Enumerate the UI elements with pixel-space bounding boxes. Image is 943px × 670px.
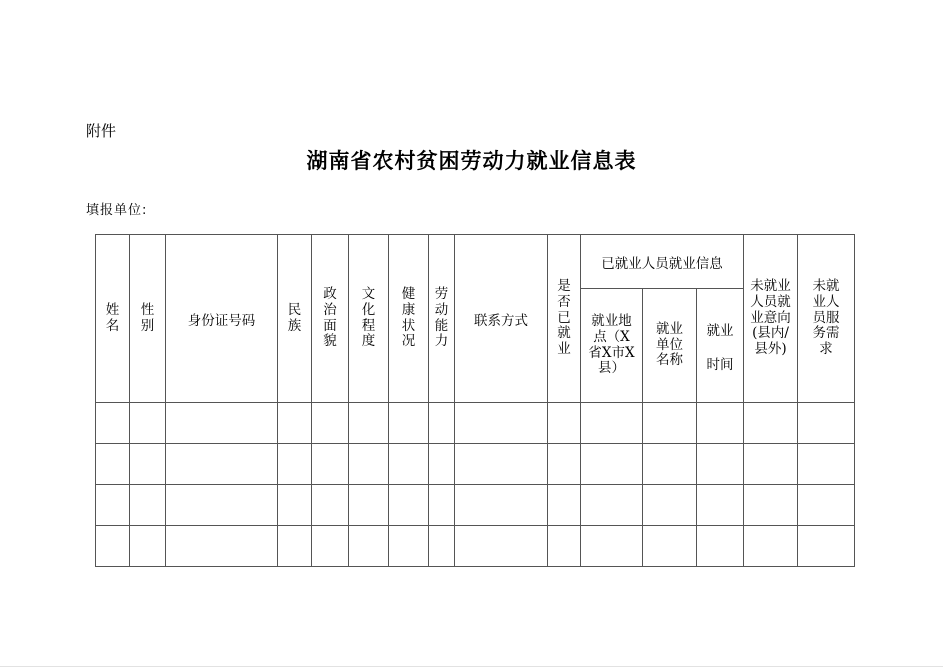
header-id-number: 身份证号码 (166, 235, 278, 403)
header-employed-info: 已就业人员就业信息 (581, 235, 744, 289)
header-ethnicity: 民族 (278, 235, 312, 403)
header-row-top (96, 235, 855, 289)
attachment-label: 附件 (86, 122, 117, 140)
header-needs: 未就业人员服务需求 (798, 235, 855, 403)
header-education: 文化程度 (349, 235, 389, 403)
header-gender: 性别 (130, 235, 166, 403)
header-location: 就业地点（X省X市X县） (581, 289, 643, 403)
header-labor-ability: 劳动能力 (429, 235, 455, 403)
reporting-unit-label: 填报单位: (86, 203, 148, 218)
header-health: 健康状况 (389, 235, 429, 403)
page-title: 湖南省农村贫困劳动力就业信息表 (306, 148, 637, 173)
table-row (96, 485, 855, 526)
header-employed: 是否已就业 (548, 235, 581, 403)
employment-info-table (95, 234, 855, 567)
header-political-status: 政治面貌 (312, 235, 349, 403)
header-employer: 就业单位名称 (643, 289, 697, 403)
header-contact: 联系方式 (455, 235, 548, 403)
page-bottom-edge (0, 666, 943, 667)
header-name: 姓名 (96, 235, 130, 403)
table-row (96, 526, 855, 567)
header-intention: 未就业人员就业意向(县内/县外) (744, 235, 798, 403)
header-time: 就业 时间 (697, 289, 744, 403)
table-row (96, 444, 855, 485)
table-row (96, 403, 855, 444)
